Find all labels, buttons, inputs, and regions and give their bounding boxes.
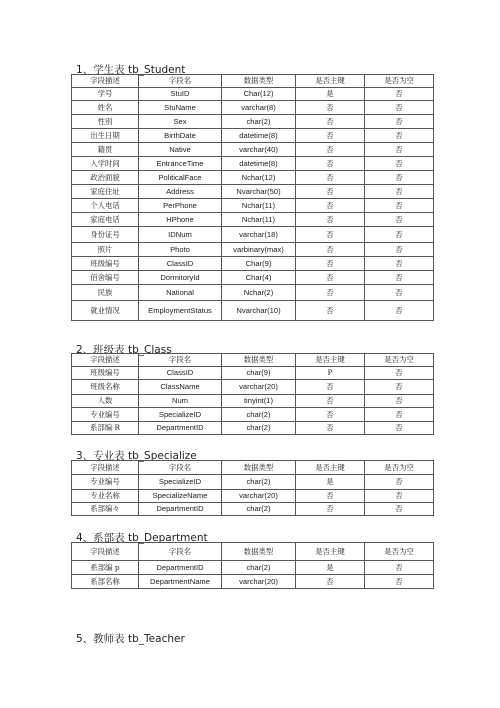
table-row xyxy=(72,422,434,435)
table-row xyxy=(72,285,434,301)
table-row xyxy=(72,171,434,185)
field-name-cell: StuName xyxy=(139,101,222,115)
student-table xyxy=(71,74,434,321)
field-desc-cell: 姓名 xyxy=(72,101,139,115)
is-primary-key-cell: 否 xyxy=(296,143,365,157)
field-desc-cell: 人数 xyxy=(72,395,139,408)
field-desc-cell: 系部名称 xyxy=(72,575,139,589)
field-name-cell: Address xyxy=(139,185,222,199)
header-field-desc: 字段描述 xyxy=(72,543,139,561)
table-row xyxy=(72,213,434,227)
header-is-primary-key: 是否主键 xyxy=(296,75,365,88)
is-nullable-cell: 否 xyxy=(365,301,434,321)
is-primary-key-cell: 否 xyxy=(296,285,365,301)
is-primary-key-cell: 否 xyxy=(296,257,365,271)
field-name-cell: Photo xyxy=(139,243,222,257)
is-primary-key-cell: 否 xyxy=(296,243,365,257)
is-nullable-cell: 否 xyxy=(365,88,434,101)
is-nullable-cell: 否 xyxy=(365,367,434,380)
is-primary-key-cell: 否 xyxy=(296,271,365,285)
is-nullable-cell: 否 xyxy=(365,143,434,157)
section-title-department: 4、系部表 tb_Department xyxy=(76,532,208,544)
header-field-name: 字段名 xyxy=(139,543,222,561)
field-name-cell: Sex xyxy=(139,115,222,129)
header-field-desc: 字段描述 xyxy=(72,461,139,475)
is-nullable-cell: 否 xyxy=(365,475,434,490)
is-nullable-cell: 否 xyxy=(365,157,434,171)
specialize-table xyxy=(71,460,434,516)
is-nullable-cell: 否 xyxy=(365,243,434,257)
field-desc-cell: 班级编号 xyxy=(72,257,139,271)
is-nullable-cell: 否 xyxy=(365,257,434,271)
table-row xyxy=(72,157,434,171)
is-nullable-cell: 否 xyxy=(365,185,434,199)
data-type-cell: varbinary(max) xyxy=(222,243,296,257)
header-is-nullable: 是否为空 xyxy=(365,354,434,367)
table-row xyxy=(72,115,434,129)
is-nullable-cell: 否 xyxy=(365,271,434,285)
data-type-cell: char(2) xyxy=(222,115,296,129)
field-desc-cell: 籍贯 xyxy=(72,143,139,157)
table-row xyxy=(72,395,434,408)
header-field-desc: 字段描述 xyxy=(72,354,139,367)
header-is-nullable: 是否为空 xyxy=(365,461,434,475)
table-row xyxy=(72,367,434,380)
table-row xyxy=(72,301,434,321)
data-type-cell: Nchar(11) xyxy=(222,213,296,227)
is-nullable-cell: 否 xyxy=(365,115,434,129)
is-primary-key-cell: 否 xyxy=(296,380,365,395)
header-field-desc: 字段描述 xyxy=(72,75,139,88)
data-type-cell: char(2) xyxy=(222,561,296,575)
data-type-cell: varchar(20) xyxy=(222,490,296,503)
field-name-cell: DormitoryId xyxy=(139,271,222,285)
table-row xyxy=(72,475,434,490)
is-primary-key-cell: 否 xyxy=(296,157,365,171)
table-row xyxy=(72,227,434,243)
data-type-cell: datetime(8) xyxy=(222,157,296,171)
is-primary-key-cell: 否 xyxy=(296,199,365,213)
field-desc-cell: 就业情况 xyxy=(72,301,139,321)
is-nullable-cell: 否 xyxy=(365,171,434,185)
field-name-cell: Native xyxy=(139,143,222,157)
table-row xyxy=(72,243,434,257)
is-primary-key-cell: 否 xyxy=(296,301,365,321)
field-desc-cell: 个人电话 xyxy=(72,199,139,213)
section-title-teacher: 5、教师表 tb_Teacher xyxy=(76,633,185,645)
is-primary-key-cell: 是 xyxy=(296,475,365,490)
data-type-cell: varchar(8) xyxy=(222,101,296,115)
is-primary-key-cell: 否 xyxy=(296,227,365,243)
field-name-cell: DepartmentID xyxy=(139,561,222,575)
field-name-cell: BirthDate xyxy=(139,129,222,143)
field-desc-cell: 专业名称 xyxy=(72,490,139,503)
is-primary-key-cell: 否 xyxy=(296,185,365,199)
field-desc-cell: 系部编 p xyxy=(72,561,139,575)
field-desc-cell: 佰舍编号 xyxy=(72,271,139,285)
field-name-cell: EmploymentStatus xyxy=(139,301,222,321)
is-primary-key-cell: 否 xyxy=(296,115,365,129)
is-nullable-cell: 否 xyxy=(365,213,434,227)
is-primary-key-cell: 否 xyxy=(296,503,365,516)
is-primary-key-cell: 否 xyxy=(296,171,365,185)
data-type-cell: char(2) xyxy=(222,475,296,490)
section-title-class: 2、班级表 tb_Class xyxy=(76,344,172,356)
department-table xyxy=(71,542,434,589)
field-desc-cell: 民族 xyxy=(72,285,139,301)
is-nullable-cell: 否 xyxy=(365,575,434,589)
table-row xyxy=(72,408,434,422)
field-desc-cell: 身份证号 xyxy=(72,227,139,243)
table-header-row xyxy=(72,461,434,475)
is-nullable-cell: 否 xyxy=(365,395,434,408)
data-type-cell: Nvarchar(10) xyxy=(222,301,296,321)
data-type-cell: char(2) xyxy=(222,422,296,435)
data-type-cell: varchar(20) xyxy=(222,575,296,589)
is-primary-key-cell: 否 xyxy=(296,129,365,143)
field-name-cell: ClassID xyxy=(139,257,222,271)
field-name-cell: SpecializeName xyxy=(139,490,222,503)
is-nullable-cell: 否 xyxy=(365,227,434,243)
field-desc-cell: 专业编号 xyxy=(72,475,139,490)
table-row xyxy=(72,143,434,157)
field-desc-cell: 家庭电话 xyxy=(72,213,139,227)
header-is-primary-key: 是否主键 xyxy=(296,354,365,367)
is-primary-key-cell: 是 xyxy=(296,561,365,575)
is-primary-key-cell: 否 xyxy=(296,422,365,435)
header-data-type: 数据类型 xyxy=(222,354,296,367)
data-type-cell: Nvarchar(50) xyxy=(222,185,296,199)
table-row xyxy=(72,271,434,285)
data-type-cell: Char(12) xyxy=(222,88,296,101)
is-primary-key-cell: 否 xyxy=(296,213,365,227)
field-name-cell: EntranceTime xyxy=(139,157,222,171)
is-nullable-cell: 否 xyxy=(365,129,434,143)
data-type-cell: Char(4) xyxy=(222,271,296,285)
field-desc-cell: 专业编号 xyxy=(72,408,139,422)
data-type-cell: varchar(40) xyxy=(222,143,296,157)
header-data-type: 数据类型 xyxy=(222,543,296,561)
field-name-cell: HPhone xyxy=(139,213,222,227)
table-row xyxy=(72,88,434,101)
header-is-primary-key: 是否主键 xyxy=(296,461,365,475)
data-type-cell: Nchar(2) xyxy=(222,285,296,301)
table-row xyxy=(72,257,434,271)
header-field-name: 字段名 xyxy=(139,461,222,475)
header-is-nullable: 是否为空 xyxy=(365,543,434,561)
data-type-cell: Nchar(12) xyxy=(222,171,296,185)
is-nullable-cell: 否 xyxy=(365,408,434,422)
field-desc-cell: 入学时间 xyxy=(72,157,139,171)
field-name-cell: StuID xyxy=(139,88,222,101)
header-data-type: 数据类型 xyxy=(222,461,296,475)
field-name-cell: Num xyxy=(139,395,222,408)
field-name-cell: IDNum xyxy=(139,227,222,243)
class-table xyxy=(71,353,434,435)
is-primary-key-cell: 是 xyxy=(296,88,365,101)
table-header-row xyxy=(72,354,434,367)
field-name-cell: ClassID xyxy=(139,367,222,380)
is-primary-key-cell: P xyxy=(296,367,365,380)
data-type-cell: varchar(20) xyxy=(222,380,296,395)
is-nullable-cell: 否 xyxy=(365,101,434,115)
data-type-cell: Char(9) xyxy=(222,257,296,271)
header-field-name: 字段名 xyxy=(139,75,222,88)
field-desc-cell: 家庭住址 xyxy=(72,185,139,199)
field-desc-cell: 政治面貌 xyxy=(72,171,139,185)
table-row xyxy=(72,199,434,213)
section-title-student: 1、学生表 tb_Student xyxy=(76,64,186,76)
table-row xyxy=(72,101,434,115)
data-type-cell: tinyint(1) xyxy=(222,395,296,408)
field-desc-cell: 班级编号 xyxy=(72,367,139,380)
table-row xyxy=(72,490,434,503)
field-desc-cell: 出生日期 xyxy=(72,129,139,143)
field-name-cell: DepartmentName xyxy=(139,575,222,589)
field-name-cell: ClassName xyxy=(139,380,222,395)
field-name-cell: DepartmentID xyxy=(139,422,222,435)
is-nullable-cell: 否 xyxy=(365,285,434,301)
data-type-cell: Nchar(11) xyxy=(222,199,296,213)
field-name-cell: PerPhone xyxy=(139,199,222,213)
table-row xyxy=(72,561,434,575)
is-primary-key-cell: 否 xyxy=(296,575,365,589)
is-primary-key-cell: 否 xyxy=(296,101,365,115)
table-row xyxy=(72,503,434,516)
header-is-primary-key: 是否主键 xyxy=(296,543,365,561)
table-row xyxy=(72,185,434,199)
table-header-row xyxy=(72,543,434,561)
data-type-cell: datetime(8) xyxy=(222,129,296,143)
is-nullable-cell: 否 xyxy=(365,503,434,516)
field-name-cell: PoliticalFace xyxy=(139,171,222,185)
header-data-type: 数据类型 xyxy=(222,75,296,88)
field-desc-cell: 系部编 R xyxy=(72,422,139,435)
table-row xyxy=(72,129,434,143)
field-desc-cell: 性别 xyxy=(72,115,139,129)
field-name-cell: DepartmentID xyxy=(139,503,222,516)
is-nullable-cell: 否 xyxy=(365,422,434,435)
is-nullable-cell: 否 xyxy=(365,199,434,213)
is-primary-key-cell: 否 xyxy=(296,490,365,503)
section-title-specialize: 3、专业表 tb_Specialize xyxy=(76,450,197,462)
field-name-cell: SpecializeID xyxy=(139,408,222,422)
data-type-cell: char(2) xyxy=(222,408,296,422)
is-nullable-cell: 否 xyxy=(365,490,434,503)
field-desc-cell: 班级名称 xyxy=(72,380,139,395)
is-nullable-cell: 否 xyxy=(365,380,434,395)
field-desc-cell: 照片 xyxy=(72,243,139,257)
field-desc-cell: 系部编々 xyxy=(72,503,139,516)
table-row xyxy=(72,575,434,589)
field-name-cell: SpecializeID xyxy=(139,475,222,490)
is-primary-key-cell: 否 xyxy=(296,408,365,422)
header-is-nullable: 是否为空 xyxy=(365,75,434,88)
is-primary-key-cell: 否 xyxy=(296,395,365,408)
data-type-cell: varchar(18) xyxy=(222,227,296,243)
field-name-cell: National xyxy=(139,285,222,301)
header-field-name: 字段名 xyxy=(139,354,222,367)
field-desc-cell: 学号 xyxy=(72,88,139,101)
table-row xyxy=(72,380,434,395)
data-type-cell: char(9) xyxy=(222,367,296,380)
is-nullable-cell: 否 xyxy=(365,561,434,575)
data-type-cell: char(2) xyxy=(222,503,296,516)
table-header-row xyxy=(72,75,434,88)
